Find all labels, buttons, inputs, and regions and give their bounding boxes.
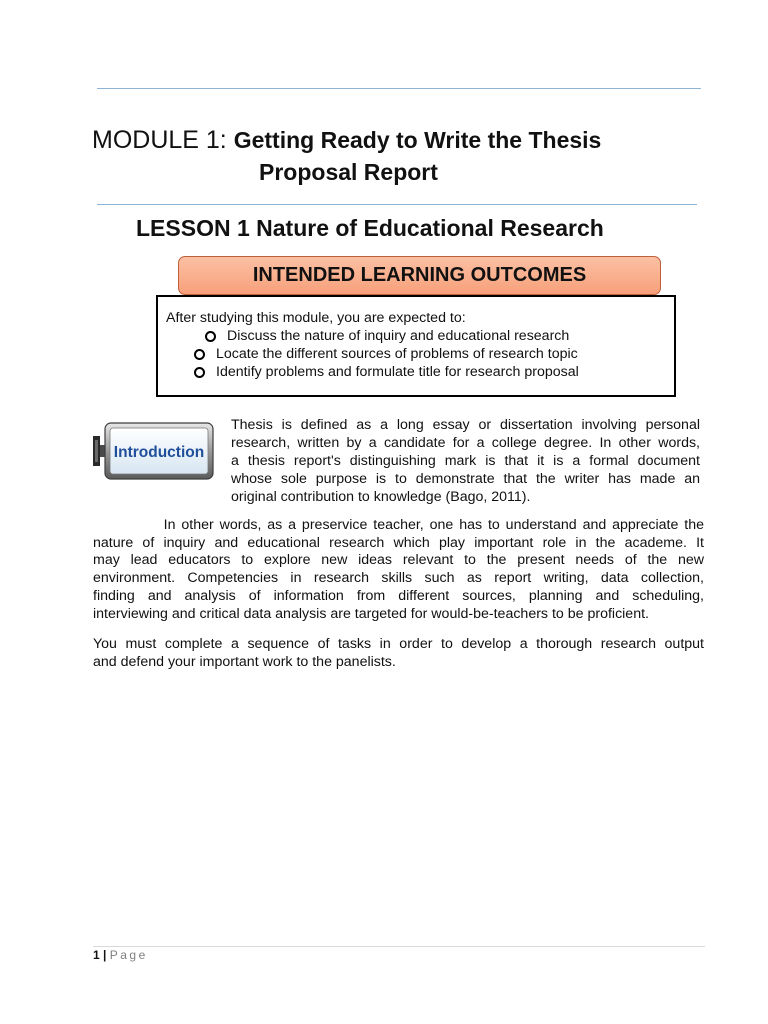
outcome-item: [194, 364, 579, 380]
body-paragraph-tasks: [93, 636, 704, 671]
paragraph-line: original contribution to knowledge (Bago, 2011).: [231, 489, 531, 505]
module-heading: [92, 124, 601, 156]
paragraph-line: a thesis report's distinguishing mark is that it is a formal document: [231, 453, 700, 469]
outcome-item: [194, 346, 578, 362]
circle-bullet-icon: [194, 349, 205, 360]
paragraph-line: finding and analysis of information from different sources, planning and scheduling,: [93, 587, 704, 604]
module-title-line1: Getting Ready to Write the Thesis: [233, 127, 602, 153]
footer-separator: |: [103, 948, 107, 962]
paragraph-line: environment. Competencies in research skills such as report writing, data collection,: [93, 570, 704, 587]
heading-divider: [97, 204, 697, 205]
paragraph-line: may lead educators to explore new ideas relevant to the present needs of the new: [93, 552, 704, 569]
learning-outcomes-box: [156, 295, 676, 397]
badge-label-duction: duction: [148, 444, 205, 461]
footer-divider: [93, 946, 705, 947]
outcome-text: Identify problems and formulate title for research proposal: [216, 364, 579, 380]
paragraph-line: interviewing and critical data analysis are targeted for would-be-teachers to be proficient.: [93, 605, 649, 622]
learning-outcomes-banner-label: INTENDED LEARNING OUTCOMES: [252, 264, 587, 286]
paragraph-line: whose sole purpose is to demonstrate that the writer has made an: [231, 471, 700, 487]
outcome-item: [205, 328, 569, 344]
circle-bullet-icon: [205, 331, 216, 342]
lesson-title: LESSON 1 Nature of Educational Research: [136, 215, 604, 241]
introduction-paragraph: [231, 416, 700, 506]
svg-text:Introduction: [114, 444, 204, 461]
paragraph-line: You must complete a sequence of tasks in order to develop a thorough research output: [93, 636, 704, 652]
paragraph-line: and defend your important work to the panelists.: [93, 653, 396, 670]
outcome-text: Discuss the nature of inquiry and educational research: [227, 328, 570, 344]
top-divider: [97, 88, 701, 89]
paragraph-line: Thesis is defined as a long essay or dissertation involving personal: [231, 417, 700, 433]
page-label: Page: [109, 948, 148, 962]
circle-bullet-icon: [194, 367, 205, 378]
page-number: 1: [93, 948, 100, 962]
paragraph-line: In other words, as a preservice teacher, one has to understand and appreciate the: [93, 517, 704, 533]
module-title-line2: Proposal Report: [259, 159, 438, 185]
learning-outcomes-banner: [178, 256, 661, 295]
paragraph-line: research, written by a candidate for a college degree. In other words,: [231, 435, 700, 451]
outcomes-intro: After studying this module, you are expected to:: [166, 310, 466, 326]
introduction-sign-icon: [93, 420, 215, 482]
outcome-text: Locate the different sources of problems of research topic: [216, 346, 578, 362]
paragraph-line: nature of inquiry and educational research which play important role in the academe. It: [93, 534, 704, 551]
page-footer: [93, 948, 148, 962]
badge-label-intro: Intro: [113, 444, 149, 461]
module-number: MODULE 1:: [92, 126, 227, 154]
body-paragraph-competencies: [93, 517, 704, 623]
